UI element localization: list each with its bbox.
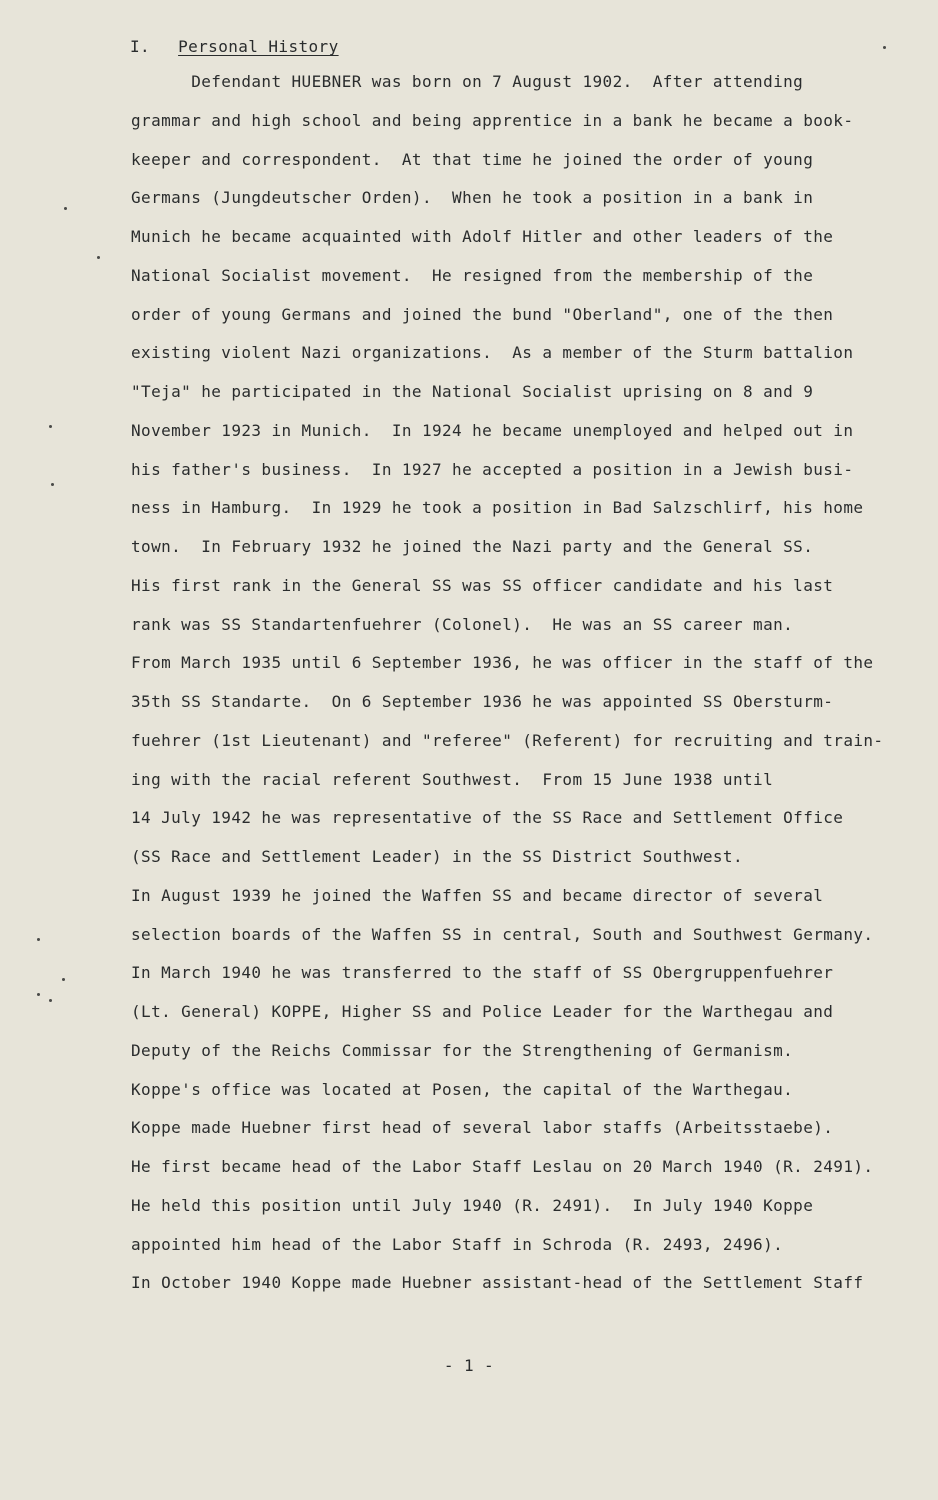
paper-speck: [49, 999, 52, 1002]
text-line: rank was SS Standartenfuehrer (Colonel). He was an SS career man.: [131, 614, 794, 634]
text-line: In August 1939 he joined the Waffen SS and became director of several: [131, 885, 824, 905]
paper-speck: [51, 483, 54, 486]
text-line: Germans (Jungdeutscher Orden). When he took a position in a bank in: [131, 188, 814, 208]
text-line: Munich he became acquainted with Adolf Hitler and other leaders of the: [131, 227, 834, 246]
text-line: Deputy of the Reichs Commissar for the Strengthening of Germanism.: [131, 1040, 794, 1060]
text-line: fuehrer (1st Lieutenant) and "referee" (Referent) for recruiting and train-: [131, 730, 884, 750]
text-line: "Teja" he participated in the National Socialist uprising on 8 and 9: [131, 382, 814, 401]
section-heading: [130, 37, 339, 56]
text-line: selection boards of the Waffen SS in central, South and Southwest Germany.: [131, 924, 874, 944]
text-line: Defendant HUEBNER was born on 7 August 1902. After attending: [131, 72, 804, 91]
text-line: Koppe's office was located at Posen, the capital of the Warthegau.: [131, 1079, 794, 1099]
text-line: order of young Germans and joined the bund "Oberland", one of the then: [131, 304, 834, 324]
paper-speck: [64, 207, 67, 210]
text-line: 35th SS Standarte. On 6 September 1936 he was appointed SS Obersturm-: [131, 692, 834, 711]
text-line: (SS Race and Settlement Leader) in the SS District Southwest.: [131, 847, 744, 866]
text-line: Koppe made Huebner first head of several labor staffs (Arbeitsstaebe).: [131, 1118, 834, 1138]
text-line: (Lt. General) KOPPE, Higher SS and Police Leader for the Warthegau and: [131, 1002, 834, 1021]
paper-speck: [37, 938, 40, 941]
paper-speck: [883, 46, 886, 49]
text-line: In March 1940 he was transferred to the staff of SS Obergruppenfuehrer: [131, 963, 834, 983]
paper-speck: [97, 256, 100, 259]
text-line: existing violent Nazi organizations. As a member of the Sturm battalion: [131, 343, 854, 363]
text-line: grammar and high school and being apprentice in a bank he became a book-: [131, 110, 854, 130]
text-line: appointed him head of the Labor Staff in Schroda (R. 2493, 2496).: [131, 1234, 784, 1254]
paper-speck: [62, 978, 65, 981]
section-title: Personal History: [178, 37, 339, 56]
text-line: In October 1940 Koppe made Huebner assistant-head of the Settlement Staff: [131, 1273, 864, 1293]
text-line: ness in Hamburg. In 1929 he took a position in Bad Salzschlirf, his home: [131, 498, 864, 518]
paper-speck: [37, 993, 40, 996]
text-line: He first became head of the Labor Staff Leslau on 20 March 1940 (R. 2491).: [131, 1157, 874, 1176]
text-line: From March 1935 until 6 September 1936, he was officer in the staff of the: [131, 653, 874, 673]
text-line: ing with the racial referent Southwest. From 15 June 1938 until: [131, 769, 774, 789]
paper-speck: [49, 425, 52, 428]
page-number: - 1 -: [443, 1356, 495, 1375]
text-line: November 1923 in Munich. In 1924 he became unemployed and helped out in: [131, 420, 854, 440]
text-line: town. In February 1932 he joined the Nazi party and the General SS.: [131, 537, 814, 556]
text-line: His first rank in the General SS was SS officer candidate and his last: [131, 575, 834, 595]
text-line: keeper and correspondent. At that time he joined the order of young: [131, 149, 814, 169]
text-line: his father's business. In 1927 he accepted a position in a Jewish busi-: [131, 459, 854, 479]
text-line: 14 July 1942 he was representative of the SS Race and Settlement Office: [131, 808, 844, 828]
text-line: He held this position until July 1940 (R. 2491). In July 1940 Koppe: [131, 1195, 814, 1215]
text-line: National Socialist movement. He resigned from the membership of the: [131, 265, 814, 285]
section-number: I.: [130, 37, 151, 56]
